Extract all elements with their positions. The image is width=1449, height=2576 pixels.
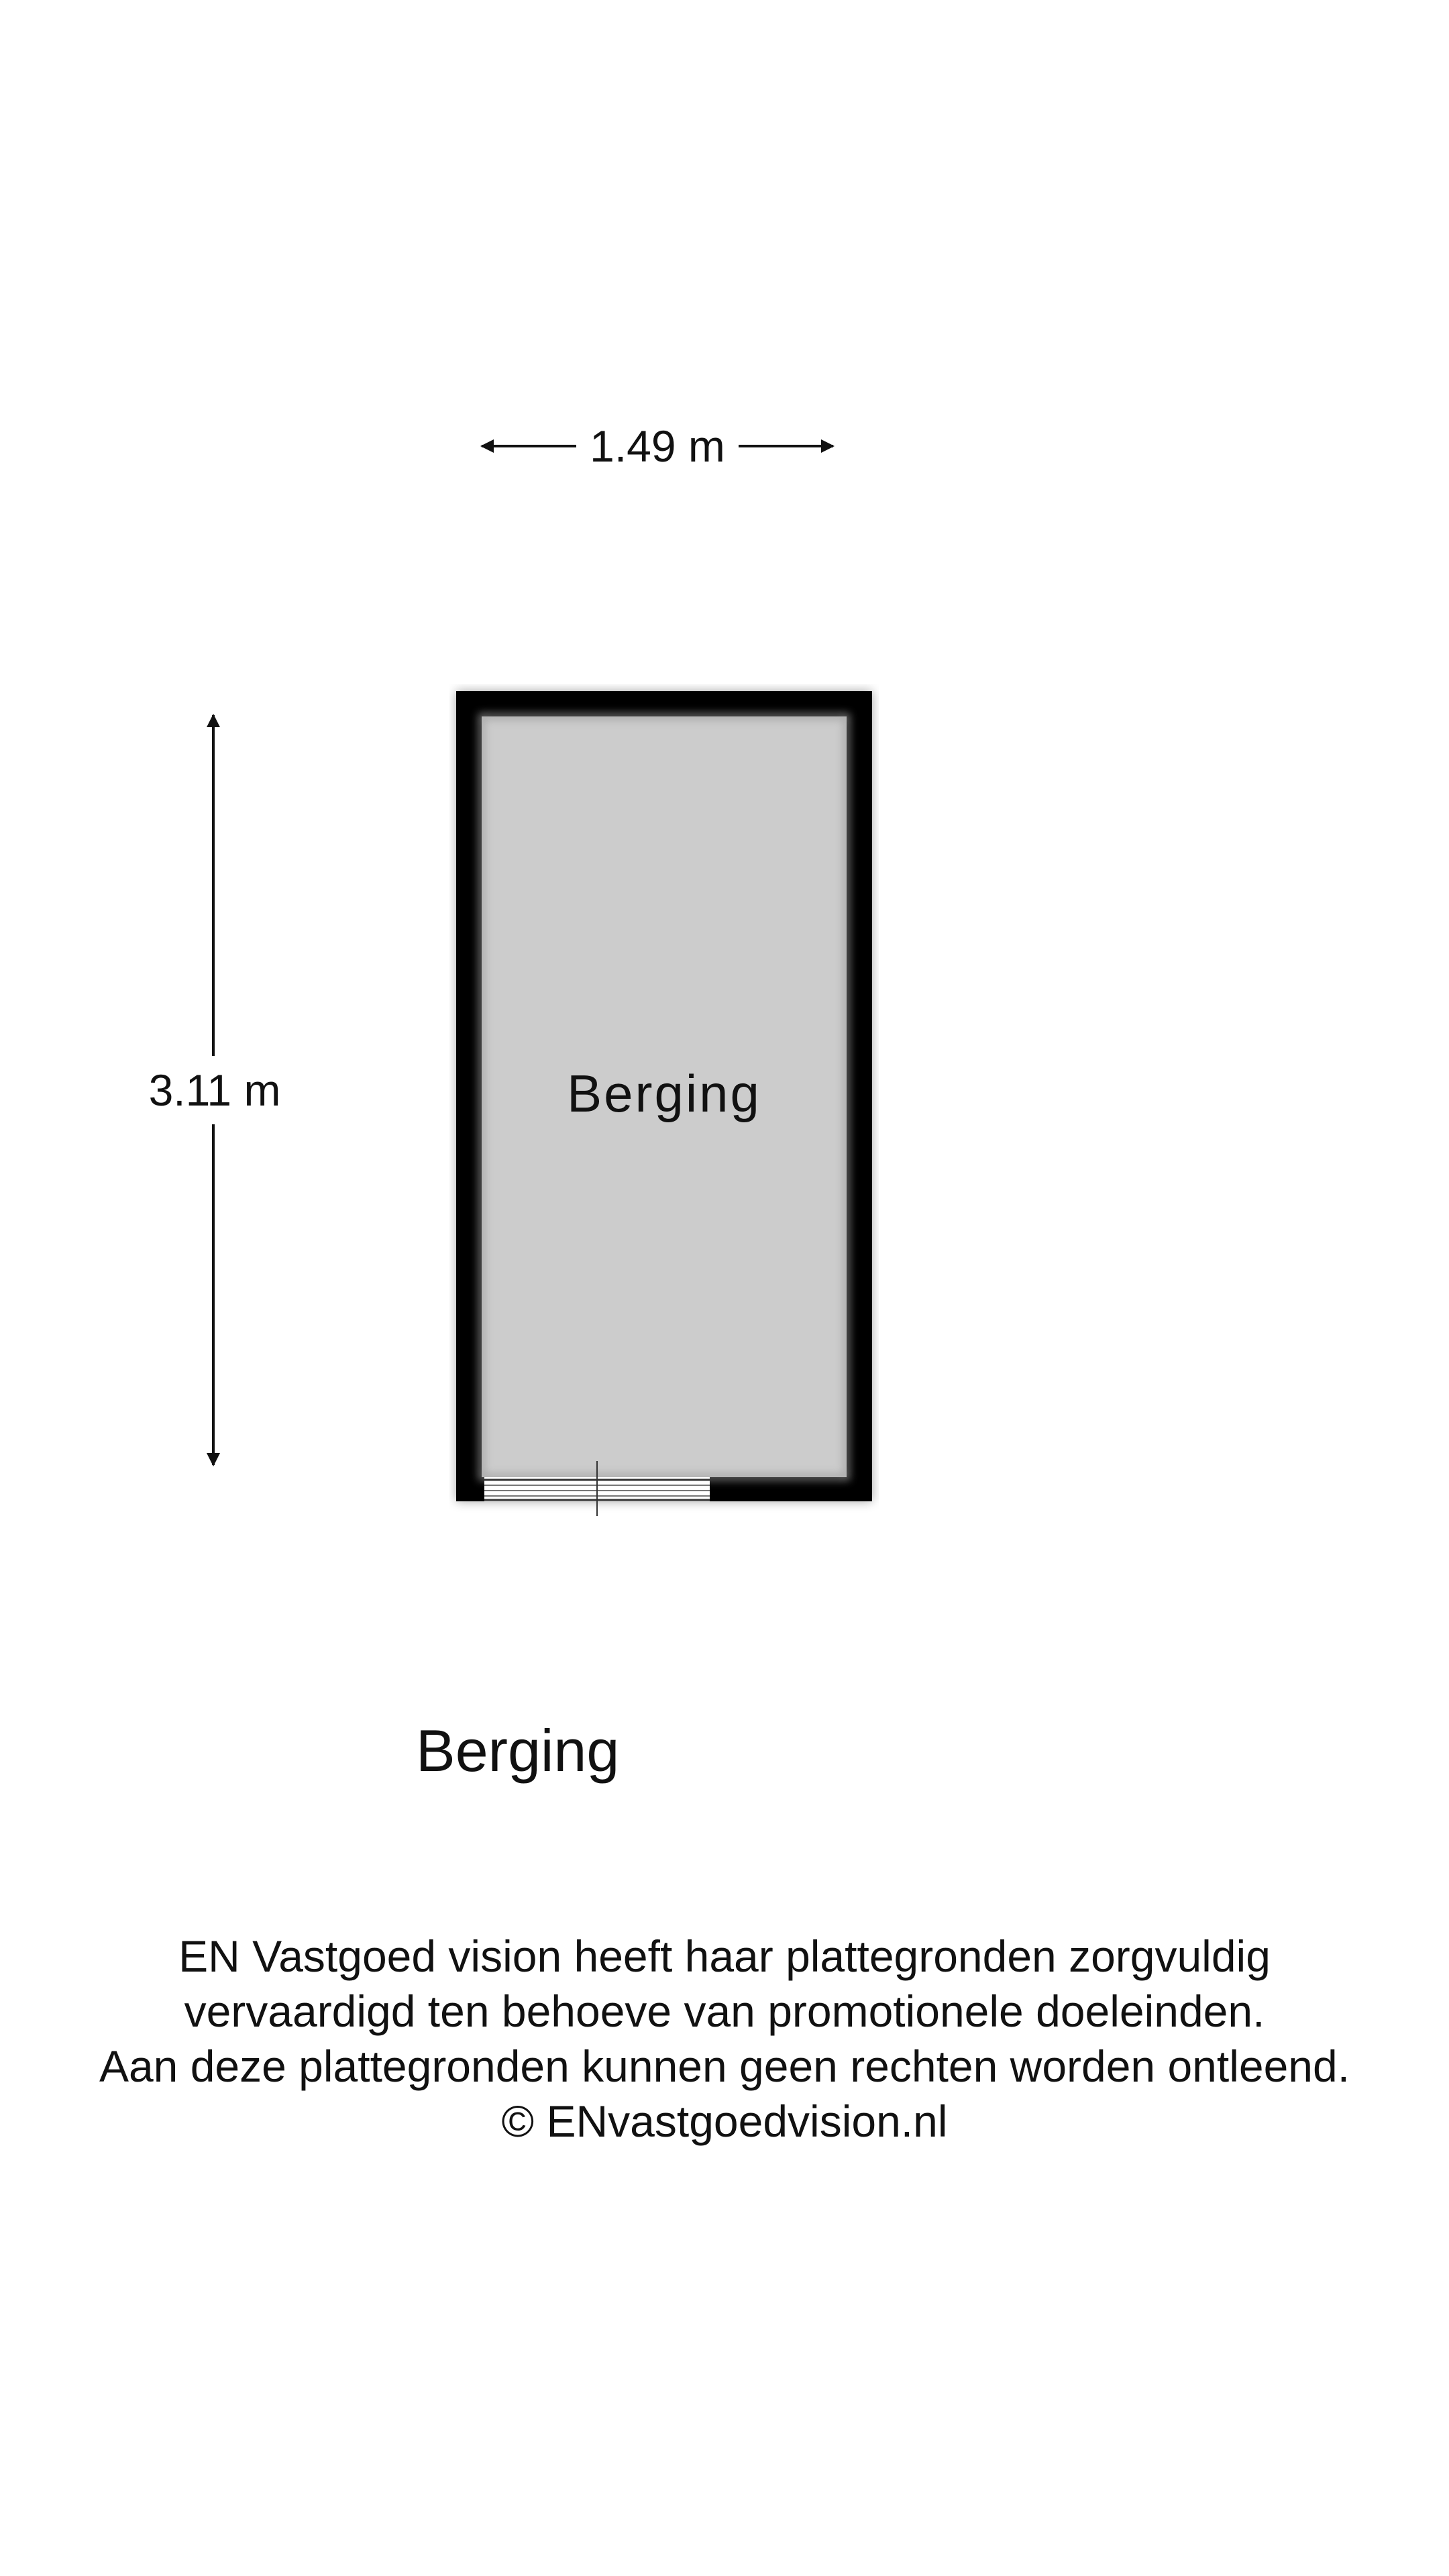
disclaimer xyxy=(0,1929,1449,2149)
copyright-line: © ENvastgoedvision.nl xyxy=(501,2096,948,2146)
height-dimension xyxy=(114,704,315,1476)
height-dimension-label xyxy=(114,1060,315,1120)
room-label: Berging xyxy=(567,1064,761,1123)
height-dimension-text: 3.11 m xyxy=(149,1056,281,1124)
width-dimension xyxy=(470,416,845,476)
width-dimension-text: 1.49 m xyxy=(576,421,739,471)
disclaimer-line: vervaardigd ten behoeve van promotionele doeleinden. xyxy=(184,1986,1265,2036)
disclaimer-line: Aan deze plattegronden kunnen geen rechten worden ontleend. xyxy=(99,2041,1350,2091)
width-dimension-label xyxy=(470,416,845,476)
disclaimer-line: EN Vastgoed vision heeft haar plattegronden zorgvuldig xyxy=(178,1931,1271,1981)
floor-title: Berging xyxy=(416,1717,620,1784)
